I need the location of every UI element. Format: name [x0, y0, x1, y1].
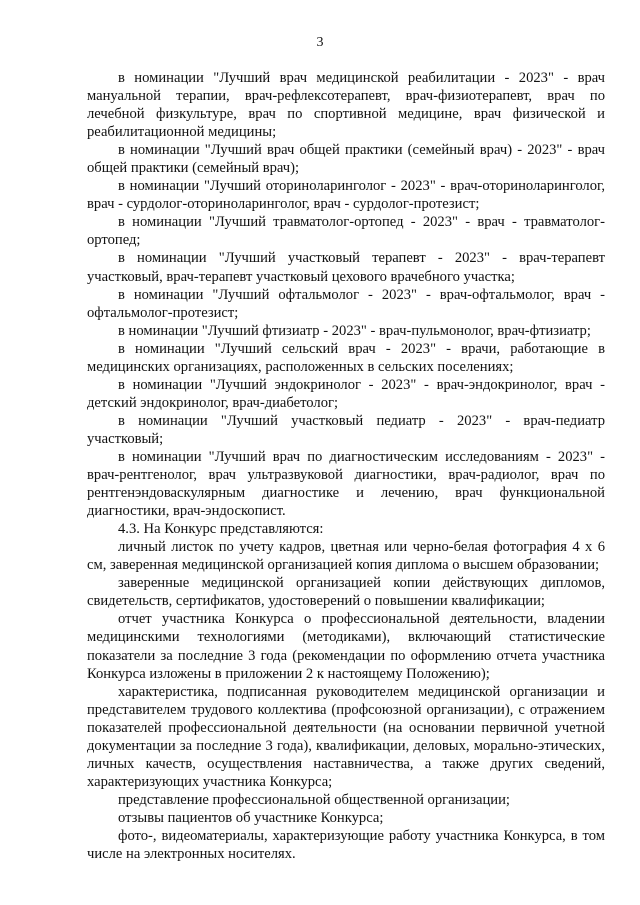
paragraph-personnel-form: личный листок по учету кадров, цветная или черно-белая фотография 4 x 6 см, заверенная медицинской организацией копия диплома о высшем образовании;: [87, 539, 605, 574]
paragraph-nomination-rehabilitation: в номинации "Лучший врач медицинской реабилитации - 2023" - врач мануальной терапии, врач-рефлексотерапевт, врач-физиотерапевт, врач по лечебной физкультуре, врач по спортивной медицине, врач физической и реабилитационной медицины;: [87, 70, 605, 141]
paragraph-nomination-phthisiatrician: в номинации "Лучший фтизиатр - 2023" - врач-пульмонолог, врач-фтизиатр;: [118, 322, 591, 339]
paragraph-nomination-rural-doctor: в номинации "Лучший сельский врач - 2023" - врачи, работающие в медицинских организациях, расположенных в сельских поселениях;: [87, 340, 605, 375]
page-number: 3: [316, 35, 324, 50]
section-heading-4-3: 4.3. На Конкурс представляются:: [118, 521, 324, 538]
body-text: [87, 69, 605, 863]
paragraph-activity-report: отчет участника Конкурса о профессиональной деятельности, владении медицинскими технологиями (методиками), включающий статистические показатели за последние 3 года (рекомендации по оформлению отчета участника Конкурса изложены в приложении 2 к настоящему Положению);: [87, 611, 605, 682]
paragraph-nomination-endocrinologist: в номинации "Лучший эндокринолог - 2023" - врач-эндокринолог, врач - детский эндокринолог, врач-диабетолог;: [87, 376, 605, 411]
paragraph-nomination-otorhinolaryngologist: в номинации "Лучший оториноларинголог - 2023" - врач-оториноларинголог, врач - сурдолог-оториноларинголог, врач - сурдолог-протезист;: [87, 178, 605, 213]
paragraph-professional-organization: представление профессиональной общественной организации;: [118, 791, 510, 808]
paragraph-photo-video: фото-, видеоматериалы, характеризующие работу участника Конкурса, в том числе на электронных носителях.: [87, 827, 605, 863]
paragraph-nomination-diagnostics: в номинации "Лучший врач по диагностическим исследованиям - 2023" - врач-рентгенолог, врач ультразвуковой диагностики, врач-радиолог, врач по рентгенэндоваскулярным диагностике и лечению, врач функциональной диагностики, врач-эндоскопист.: [87, 448, 605, 520]
paragraph-nomination-district-pediatrician: в номинации "Лучший участковый педиатр - 2023" - врач-педиатр участковый;: [87, 412, 605, 447]
paragraph-nomination-district-therapist: в номинации "Лучший участковый терапевт - 2023" - врач-терапевт участковый, врач-терапевт участковый цехового врачебного участка;: [87, 250, 605, 285]
paragraph-certified-copies: заверенные медицинской организацией копии действующих дипломов, свидетельств, сертификатов, удостоверений о повышении квалификации;: [87, 575, 605, 610]
paragraph-nomination-ophthalmologist: в номинации "Лучший офтальмолог - 2023" - врач-офтальмолог, врач - офтальмолог-протезист;: [87, 286, 605, 321]
paragraph-characteristic: характеристика, подписанная руководителем медицинской организации и представителем трудового коллектива (профсоюзной организации), с отражением показателей профессиональной деятельности (на основании первичной учетной документации за последние 3 года), квалификации, деловых, морально-этических, личных качеств, осуществления наставничества, а также других сведений, характеризующих участника Конкурса;: [87, 683, 605, 790]
paragraph-nomination-general-practice: в номинации "Лучший врач общей практики (семейный врач) - 2023" - врач общей практики (семейный врач);: [87, 142, 605, 177]
paragraph-nomination-traumatologist: в номинации "Лучший травматолог-ортопед - 2023" - врач - травматолог-ортопед;: [87, 214, 605, 249]
paragraph-patient-reviews: отзывы пациентов об участнике Конкурса;: [118, 809, 384, 826]
